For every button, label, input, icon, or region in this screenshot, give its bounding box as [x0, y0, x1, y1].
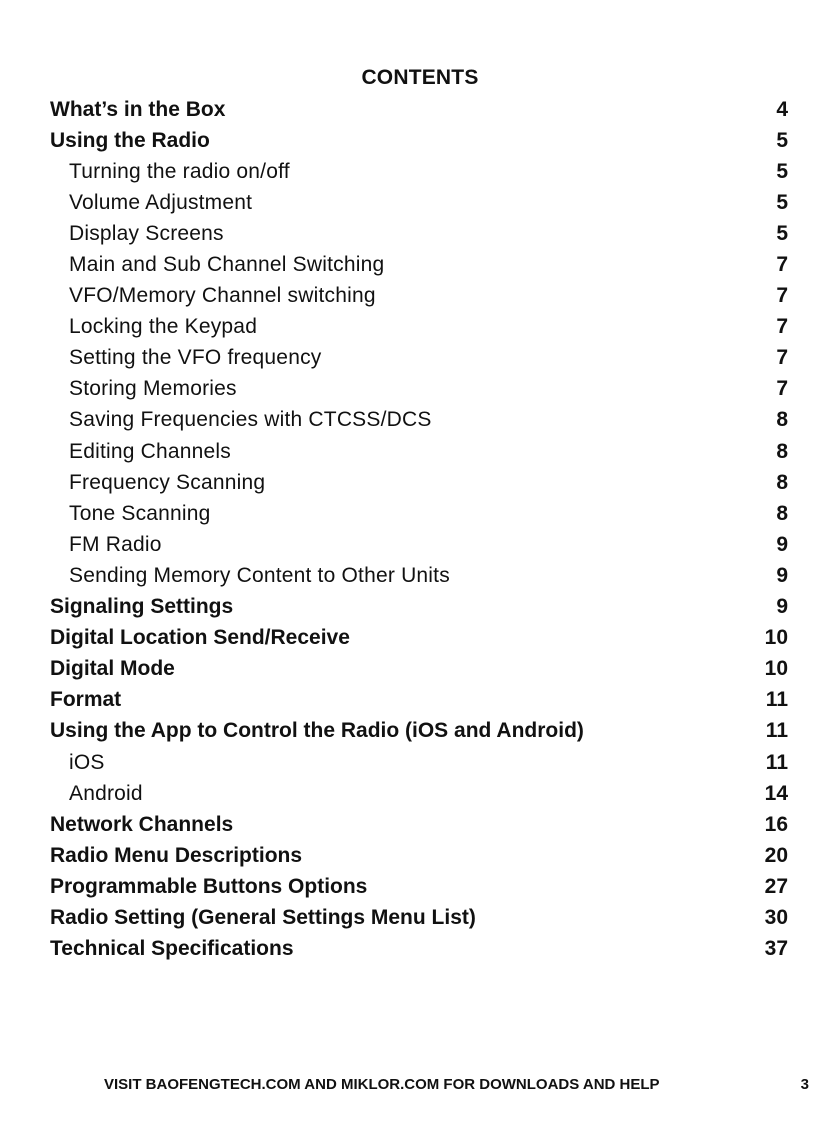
toc-entry-label: Programmable Buttons Options: [50, 874, 368, 898]
toc-entry-page-number: 8: [776, 501, 788, 525]
toc-entry-label: VFO/Memory Channel switching: [69, 284, 376, 308]
toc-entry-page-number: 7: [776, 253, 788, 277]
toc-entry[interactable]: [50, 685, 788, 716]
toc-entry-page-number: 8: [776, 439, 788, 463]
toc-entry-label: Network Channels: [50, 812, 234, 836]
toc-subentry[interactable]: [50, 156, 788, 187]
toc-entry-page-number: 8: [776, 470, 788, 494]
toc-subentry[interactable]: [50, 281, 788, 312]
toc-entry-page-number: 11: [765, 688, 788, 712]
toc-entry-page-number: 10: [764, 626, 788, 650]
toc-entry-label: Digital Location Send/Receive: [50, 626, 350, 650]
toc-entry-label: Radio Setting (General Settings Menu List): [50, 905, 476, 929]
toc-entry-label: Turning the radio on/off: [69, 159, 290, 183]
toc-entry[interactable]: [50, 623, 788, 654]
toc-entry-page-number: 9: [776, 563, 788, 587]
toc-subentry[interactable]: [50, 529, 788, 560]
toc-entry-page-number: 14: [764, 781, 788, 805]
toc-subentry[interactable]: [50, 747, 788, 778]
toc-subentry[interactable]: [50, 560, 788, 591]
toc-entry-label: iOS: [69, 750, 105, 774]
toc-entry-label: Main and Sub Channel Switching: [69, 253, 385, 277]
toc-entry-label: Tone Scanning: [69, 501, 211, 525]
toc-entry-page-number: 8: [776, 408, 788, 432]
toc-entry-page-number: 16: [764, 812, 788, 836]
toc-entry-page-number: 37: [764, 937, 788, 961]
toc-subentry[interactable]: [50, 249, 788, 280]
toc-entry-page-number: 5: [776, 128, 788, 152]
toc-entry-page-number: 7: [776, 284, 788, 308]
toc-entry-page-number: 7: [776, 377, 788, 401]
toc-entry-label: FM Radio: [69, 532, 162, 556]
toc-subentry[interactable]: [50, 312, 788, 343]
toc-entry-page-number: 20: [764, 843, 788, 867]
toc-entry-label: Format: [50, 688, 122, 712]
toc-entry-label: Sending Memory Content to Other Units: [69, 563, 450, 587]
toc-subentry[interactable]: [50, 467, 788, 498]
toc-entry-label: Volume Adjustment: [69, 190, 253, 214]
toc-entry-label: Frequency Scanning: [69, 470, 266, 494]
toc-entry-label: Locking the Keypad: [69, 315, 258, 339]
toc-entry-page-number: 9: [776, 532, 788, 556]
toc-subentry[interactable]: [50, 436, 788, 467]
toc-subentry[interactable]: [50, 218, 788, 249]
toc-entry-page-number: 11: [765, 750, 788, 774]
toc-entry-label: Radio Menu Descriptions: [50, 843, 303, 867]
toc-entry[interactable]: [50, 902, 788, 933]
toc-entry[interactable]: [50, 716, 788, 747]
toc-entry[interactable]: [50, 654, 788, 685]
toc-entry-page-number: 9: [776, 595, 788, 619]
toc-entry-page-number: 10: [764, 657, 788, 681]
toc-entry-label: Display Screens: [69, 221, 224, 245]
toc-entry[interactable]: [50, 592, 788, 623]
page-footer: [104, 1076, 809, 1093]
toc-entry[interactable]: [50, 809, 788, 840]
toc-entry-page-number: 4: [776, 97, 788, 121]
toc-entry[interactable]: [50, 94, 788, 125]
toc-entry[interactable]: [50, 125, 788, 156]
toc-subentry[interactable]: [50, 405, 788, 436]
table-of-contents: [50, 94, 788, 965]
toc-entry-label: Storing Memories: [69, 377, 237, 401]
toc-entry-label: Using the App to Control the Radio (iOS and Android): [50, 719, 584, 743]
footer-page-number: 3: [800, 1076, 809, 1093]
footer-text: VISIT BAOFENGTECH.COM AND MIKLOR.COM FOR DOWNLOADS AND HELP: [104, 1076, 660, 1093]
toc-subentry[interactable]: [50, 374, 788, 405]
toc-entry-label: Using the Radio: [50, 128, 210, 152]
toc-entry-label: Android: [69, 781, 143, 805]
toc-entry-page-number: 11: [765, 719, 788, 743]
toc-entry[interactable]: [50, 934, 788, 965]
toc-entry-page-number: 5: [776, 190, 788, 214]
toc-subentry[interactable]: [50, 498, 788, 529]
toc-entry[interactable]: [50, 871, 788, 902]
toc-entry-label: Technical Specifications: [50, 937, 294, 961]
toc-entry[interactable]: [50, 840, 788, 871]
toc-entry-label: Digital Mode: [50, 657, 175, 681]
toc-entry-label: Saving Frequencies with CTCSS/DCS: [69, 408, 432, 432]
toc-subentry[interactable]: [50, 343, 788, 374]
toc-entry-page-number: 7: [776, 315, 788, 339]
toc-entry-page-number: 7: [776, 346, 788, 370]
toc-entry-page-number: 30: [764, 905, 788, 929]
toc-entry-page-number: 5: [776, 221, 788, 245]
toc-entry-label: Setting the VFO frequency: [69, 346, 322, 370]
toc-subentry[interactable]: [50, 778, 788, 809]
toc-entry-page-number: 5: [776, 159, 788, 183]
toc-entry-page-number: 27: [764, 874, 788, 898]
toc-subentry[interactable]: [50, 187, 788, 218]
toc-entry-label: Signaling Settings: [50, 595, 234, 619]
toc-entry-label: What’s in the Box: [50, 97, 226, 121]
contents-title: CONTENTS: [361, 66, 479, 89]
toc-entry-label: Editing Channels: [69, 439, 231, 463]
